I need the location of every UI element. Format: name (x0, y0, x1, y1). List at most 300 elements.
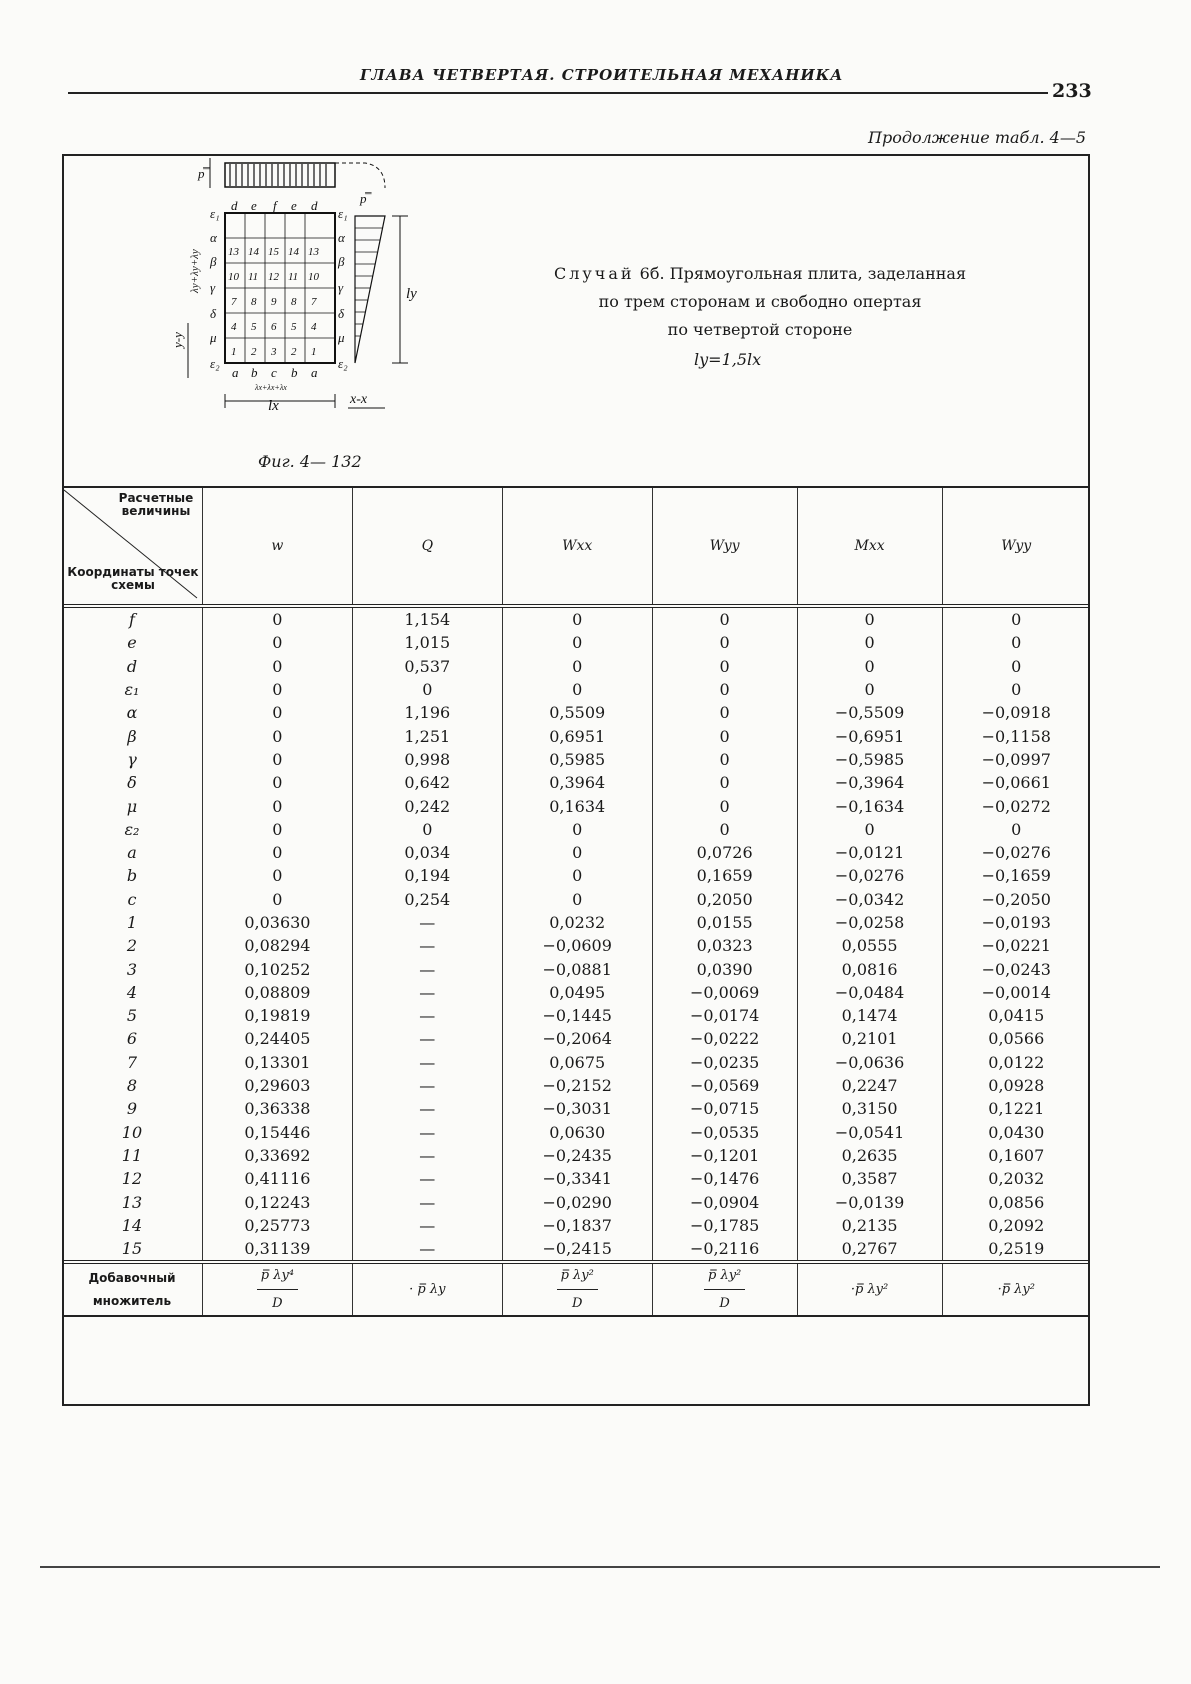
table-cell: 0 (797, 818, 942, 841)
table-cell: 0 (797, 678, 942, 701)
point-label: 8 (126, 1076, 138, 1096)
table-cell: 0,3587 (797, 1167, 942, 1190)
table-cell: −0,0661 (942, 771, 1090, 794)
top-edge-labels (231, 198, 318, 213)
table-cell: −0,1634 (797, 794, 942, 817)
edge-label: ε₂ (338, 356, 348, 371)
edge-label: γ (210, 280, 216, 295)
point-label: a (127, 843, 137, 863)
edge-label: β (338, 254, 345, 269)
grid-number: 2 (291, 346, 297, 358)
fraction (557, 1264, 598, 1315)
table-continuation-label: Продолжение табл. 4—5 (868, 128, 1087, 147)
table-cell: 0,2101 (797, 1027, 942, 1050)
table-cell: — (352, 1214, 502, 1237)
multiplier-label: Добавочный множитель (62, 1262, 202, 1316)
table-body (62, 606, 1090, 1262)
table-cell: 0,642 (352, 771, 502, 794)
fraction-denominator: D (719, 1296, 730, 1312)
table-cell: 0 (202, 678, 352, 701)
table-cell: −0,0342 (797, 888, 942, 911)
table-cell: 0 (502, 818, 652, 841)
edge-label: δ (338, 306, 345, 321)
table-cell: 0 (942, 678, 1090, 701)
table-cell: −0,0221 (942, 934, 1090, 957)
table-cell: −0,0290 (502, 1190, 652, 1213)
table-cell: −0,0014 (942, 981, 1090, 1004)
edge-label: β (210, 254, 217, 269)
grid-number: 4 (231, 321, 237, 333)
table-cell: 0,034 (352, 841, 502, 864)
table-cell: 0,2092 (942, 1214, 1090, 1237)
table-cell: — (352, 957, 502, 980)
table-cell: −0,0276 (797, 864, 942, 887)
coefficient-table (62, 486, 1090, 1317)
table-cell: 0,03630 (202, 911, 352, 934)
lambda-y-label: λy+λy+λy (189, 249, 201, 293)
table-row (62, 1004, 1090, 1027)
table-cell: 0,2767 (797, 1237, 942, 1262)
grid-number: 12 (268, 271, 279, 283)
table-cell: 0,0323 (652, 934, 797, 957)
table-cell: 1,251 (352, 724, 502, 747)
edge-label: a (232, 365, 239, 380)
table-cell: −0,1659 (942, 864, 1090, 887)
table-cell: 0 (502, 655, 652, 678)
table-cell: — (352, 911, 502, 934)
table-row (62, 864, 1090, 887)
table-cell: 0,13301 (202, 1051, 352, 1074)
table-cell: 0,0726 (652, 841, 797, 864)
lx-label: lx (268, 398, 279, 414)
table-cell: 0,10252 (202, 957, 352, 980)
diagonal-header (62, 487, 202, 606)
table-cell: 0 (942, 606, 1090, 631)
table-cell: 0,24405 (202, 1027, 352, 1050)
page-bottom-rule (40, 1566, 1160, 1568)
table-cell: 0,5509 (502, 701, 652, 724)
table-row (62, 771, 1090, 794)
point-label: 12 (121, 1169, 143, 1189)
edge-label: ε₁ (338, 206, 348, 221)
load-label-left: p̿ (198, 166, 205, 181)
grid-number: 1 (231, 346, 237, 358)
table-cell: 0 (652, 655, 797, 678)
table-row (62, 911, 1090, 934)
grid-number: 13 (228, 246, 239, 258)
column-header-wyy: Wyy (652, 487, 797, 606)
grid-number: 14 (288, 246, 299, 258)
table-cell: −0,0272 (942, 794, 1090, 817)
table-cell: — (352, 1144, 502, 1167)
table-cell: 0 (502, 841, 652, 864)
edge-label: d (311, 198, 318, 213)
edge-label: ε₁ (210, 206, 220, 221)
table-cell: −0,1476 (652, 1167, 797, 1190)
point-label: μ (126, 796, 138, 816)
table-cell: 0 (202, 724, 352, 747)
table-cell: — (352, 1051, 502, 1074)
table-cell: — (352, 1237, 502, 1262)
table-cell: 0 (652, 794, 797, 817)
yy-axis-label: y-y (170, 332, 185, 348)
left-edge-labels (209, 206, 220, 371)
table-cell: 0,5985 (502, 748, 652, 771)
lx-dimension (225, 383, 385, 414)
table-row (62, 888, 1090, 911)
table-row (62, 655, 1090, 678)
table-row (62, 701, 1090, 724)
table-cell: −0,3031 (502, 1097, 652, 1120)
diag-bottom-label: Координаты точек схемы (67, 565, 199, 592)
fraction (704, 1264, 745, 1315)
table-cell: 0,1474 (797, 1004, 942, 1027)
table-cell: 0 (797, 606, 942, 631)
table-cell: −0,1158 (942, 724, 1090, 747)
point-label: 14 (121, 1215, 143, 1235)
table-cell: −0,0569 (652, 1074, 797, 1097)
table-cell: 0 (797, 655, 942, 678)
table-cell: −0,0715 (652, 1097, 797, 1120)
table-cell: 0 (202, 818, 352, 841)
table-cell: 0 (652, 631, 797, 654)
point-label: c (127, 889, 137, 909)
table-row (62, 1214, 1090, 1237)
page-number: 233 (1052, 80, 1092, 102)
table-cell: 0,12243 (202, 1190, 352, 1213)
xx-axis-label: x-x (350, 392, 368, 407)
table-cell: −0,2415 (502, 1237, 652, 1262)
edge-label: b (291, 365, 298, 380)
table-cell: −0,0121 (797, 841, 942, 864)
column-header-w: w (202, 487, 352, 606)
fraction-numerator: p̿ λy⁴ (257, 1264, 298, 1290)
table-cell: −0,0193 (942, 911, 1090, 934)
grid-number: 5 (251, 321, 257, 333)
table-cell: 0 (652, 771, 797, 794)
table-cell: −0,0235 (652, 1051, 797, 1074)
load-block (197, 158, 385, 188)
point-label: 10 (121, 1122, 143, 1142)
table-cell: −0,2435 (502, 1144, 652, 1167)
table-cell: 0 (502, 606, 652, 631)
table-cell: −0,1837 (502, 1214, 652, 1237)
table-cell: 0 (202, 864, 352, 887)
grid-number: 6 (271, 321, 277, 333)
table-row (62, 1121, 1090, 1144)
grid-number: 15 (268, 246, 279, 258)
table-cell: 0,0928 (942, 1074, 1090, 1097)
table-cell: 0,2050 (652, 888, 797, 911)
table-cell: 0,0630 (502, 1121, 652, 1144)
table-cell: 0 (942, 631, 1090, 654)
column-header-wyy-2: Wyy (942, 487, 1090, 606)
edge-label: f (273, 198, 277, 213)
multiplier-wyy (652, 1262, 797, 1316)
table-cell: 0,15446 (202, 1121, 352, 1144)
grid-number: 4 (311, 321, 317, 333)
table-cell: 0,08809 (202, 981, 352, 1004)
column-header-wxx: Wxx (502, 487, 652, 606)
table-cell: 0,2247 (797, 1074, 942, 1097)
table-cell: −0,0918 (942, 701, 1090, 724)
table-cell: −0,0174 (652, 1004, 797, 1027)
table-cell: 0,0675 (502, 1051, 652, 1074)
table-row (62, 1097, 1090, 1120)
table-cell: 0,31139 (202, 1237, 352, 1262)
table-cell: 0,29603 (202, 1074, 352, 1097)
table-cell: −0,6951 (797, 724, 942, 747)
chapter-title: ГЛАВА ЧЕТВЕРТАЯ. СТРОИТЕЛЬНАЯ МЕХАНИКА (360, 66, 844, 84)
point-label: d (126, 656, 138, 676)
grid-number: 5 (291, 321, 297, 333)
edge-label: c (271, 365, 277, 380)
table-cell: 1,196 (352, 701, 502, 724)
case-title-line3: по четвертой стороне (667, 320, 853, 339)
table-cell: 0 (352, 818, 502, 841)
table-cell: −0,0139 (797, 1190, 942, 1213)
point-label: 11 (121, 1145, 143, 1165)
multiplier-wxx (502, 1262, 652, 1316)
point-label: ε₁ (124, 680, 140, 700)
table-cell: 0,0122 (942, 1051, 1090, 1074)
table-cell: −0,0904 (652, 1190, 797, 1213)
fraction-numerator: p̿ λy² (704, 1264, 745, 1290)
table-cell: 0,3964 (502, 771, 652, 794)
table-cell: 0,36338 (202, 1097, 352, 1120)
edge-label: a (311, 365, 318, 380)
multiplier-q: · p̿ λy (352, 1262, 502, 1316)
grid-number: 8 (291, 296, 297, 308)
fraction (257, 1264, 298, 1315)
table-cell: 0,242 (352, 794, 502, 817)
yy-axis (170, 249, 201, 378)
table-cell: — (352, 1027, 502, 1050)
grid-number: 13 (308, 246, 319, 258)
grid-number: 11 (248, 271, 259, 283)
table-cell: 0,6951 (502, 724, 652, 747)
table-cell: 0 (797, 631, 942, 654)
table-cell: 0,0856 (942, 1190, 1090, 1213)
grid-number: 10 (308, 271, 319, 283)
table-cell: −0,5509 (797, 701, 942, 724)
edge-label: δ (210, 306, 217, 321)
table-cell: −0,0484 (797, 981, 942, 1004)
case-lead: Случай (553, 264, 635, 283)
table-cell: 0,0495 (502, 981, 652, 1004)
table-cell: 0 (202, 631, 352, 654)
table-cell: −0,0243 (942, 957, 1090, 980)
table-header-row (62, 487, 1090, 606)
column-header-mxx: Mxx (797, 487, 942, 606)
table-row (62, 1051, 1090, 1074)
lambda-x-label: λx+λx+λx (255, 383, 287, 392)
table-row (62, 841, 1090, 864)
table-cell: −0,0276 (942, 841, 1090, 864)
table-cell: 0,0555 (797, 934, 942, 957)
table-row (62, 1237, 1090, 1262)
edge-label: e (251, 198, 257, 213)
table-cell: −0,0997 (942, 748, 1090, 771)
edge-label: b (251, 365, 258, 380)
table-cell: −0,2064 (502, 1027, 652, 1050)
table-cell: — (352, 1004, 502, 1027)
figure-caption: Фиг. 4— 132 (258, 452, 362, 471)
table-cell: 0 (502, 631, 652, 654)
table-cell: 0,0566 (942, 1027, 1090, 1050)
grid-number: 8 (251, 296, 257, 308)
grid-number: 3 (271, 346, 277, 358)
table-cell: 0 (652, 701, 797, 724)
table-cell: 0 (652, 606, 797, 631)
table-cell: 0,3150 (797, 1097, 942, 1120)
table-cell: 0,2519 (942, 1237, 1090, 1262)
table-cell: 0,1221 (942, 1097, 1090, 1120)
edge-label: ε₂ (210, 356, 220, 371)
table-cell: −0,1785 (652, 1214, 797, 1237)
table-row (62, 678, 1090, 701)
table-row (62, 748, 1090, 771)
table-cell: 0,194 (352, 864, 502, 887)
table-cell: 0 (942, 655, 1090, 678)
case-title-line1 (530, 260, 990, 288)
point-label: 6 (126, 1029, 138, 1049)
table-cell: −0,0222 (652, 1027, 797, 1050)
table-cell: −0,0541 (797, 1121, 942, 1144)
case-number: 6б. (639, 264, 665, 283)
table-cell: — (352, 934, 502, 957)
point-label: 9 (126, 1099, 138, 1119)
table-cell: −0,5985 (797, 748, 942, 771)
column-header-q: Q (352, 487, 502, 606)
table-cell: −0,0069 (652, 981, 797, 1004)
diag-top-label: Расчетные величины (118, 491, 194, 518)
point-label: f (129, 610, 135, 630)
load-label-right: p̿ (360, 191, 367, 206)
table-cell: 0 (502, 888, 652, 911)
point-label: 1 (126, 913, 138, 932)
point-label: e (127, 633, 137, 653)
table-cell: 0,254 (352, 888, 502, 911)
table-row (62, 631, 1090, 654)
table-cell: 0,0415 (942, 1004, 1090, 1027)
table-cell: 0,2635 (797, 1144, 942, 1167)
case-title (530, 260, 990, 344)
multiplier-mxx: ·p̿ λy² (797, 1262, 942, 1316)
edge-label: μ (338, 330, 345, 345)
point-label: 3 (126, 959, 138, 979)
table-cell: 0 (202, 841, 352, 864)
table-cell: — (352, 981, 502, 1004)
fraction-denominator: D (272, 1296, 283, 1312)
table-row (62, 957, 1090, 980)
point-label: β (127, 726, 137, 746)
grid-number: 2 (251, 346, 257, 358)
point-label: α (126, 703, 138, 723)
bottom-edge-labels (232, 365, 318, 380)
table-row (62, 606, 1090, 631)
table-cell: 0,1607 (942, 1144, 1090, 1167)
table-row (62, 1144, 1090, 1167)
table-cell: 0 (942, 818, 1090, 841)
edge-label: α (338, 230, 345, 245)
table-row (62, 724, 1090, 747)
table-cell: — (352, 1167, 502, 1190)
table-cell: 0 (502, 864, 652, 887)
table-cell: −0,3964 (797, 771, 942, 794)
grid-number: 14 (248, 246, 259, 258)
table-row (62, 794, 1090, 817)
table-cell: 0,2135 (797, 1214, 942, 1237)
table-cell: 0,41116 (202, 1167, 352, 1190)
table-cell: 0 (502, 678, 652, 701)
case-condition: ly=1,5lx (694, 350, 762, 369)
table-cell: 0,0816 (797, 957, 942, 980)
table-cell: 0 (652, 724, 797, 747)
table-cell: — (352, 1121, 502, 1144)
table-cell: 0,998 (352, 748, 502, 771)
table-cell: −0,2152 (502, 1074, 652, 1097)
table-cell: 0 (652, 678, 797, 701)
table-cell: 0 (652, 748, 797, 771)
point-label: 7 (126, 1052, 138, 1072)
table-cell: — (352, 1074, 502, 1097)
table-cell: 0,08294 (202, 934, 352, 957)
table-cell: −0,0881 (502, 957, 652, 980)
table-cell: 0,2032 (942, 1167, 1090, 1190)
fraction-numerator: p̿ λy² (557, 1264, 598, 1290)
edge-label: μ (210, 330, 217, 345)
point-label: ε₂ (124, 819, 140, 839)
table-cell: 1,015 (352, 631, 502, 654)
table-row (62, 1190, 1090, 1213)
grid-number: 9 (271, 296, 277, 308)
edge-label: α (210, 230, 217, 245)
multiplier-row (62, 1262, 1090, 1316)
table-cell: 0 (202, 888, 352, 911)
table-cell: −0,0609 (502, 934, 652, 957)
table-cell: 0,19819 (202, 1004, 352, 1027)
table-cell: 0 (202, 771, 352, 794)
point-label: 15 (121, 1239, 143, 1259)
edge-label: e (291, 198, 297, 213)
case-text-1: Прямоугольная плита, заделанная (669, 264, 967, 283)
table-cell: 0,33692 (202, 1144, 352, 1167)
table-cell: — (352, 1190, 502, 1213)
case-title-line2: по трем сторонам и свободно опертая (598, 292, 922, 311)
fraction-denominator: D (571, 1296, 583, 1312)
table-cell: 0,0232 (502, 911, 652, 934)
table-cell: 0 (202, 794, 352, 817)
plate-diagram (170, 158, 440, 448)
table-cell: — (352, 1097, 502, 1120)
table-cell: 1,154 (352, 606, 502, 631)
table-cell: −0,1201 (652, 1144, 797, 1167)
grid-number: 1 (311, 346, 317, 358)
table-cell: 0,0155 (652, 911, 797, 934)
table-cell: −0,0535 (652, 1121, 797, 1144)
point-label: 13 (121, 1192, 143, 1212)
table-row (62, 934, 1090, 957)
point-label: 4 (126, 982, 138, 1002)
table-cell: 0 (202, 606, 352, 631)
header-rule (68, 92, 1048, 94)
edge-label: d (231, 198, 238, 213)
grid-number: 7 (231, 296, 237, 308)
table-row (62, 1027, 1090, 1050)
right-edge-labels (337, 206, 348, 371)
multiplier-w (202, 1262, 352, 1316)
